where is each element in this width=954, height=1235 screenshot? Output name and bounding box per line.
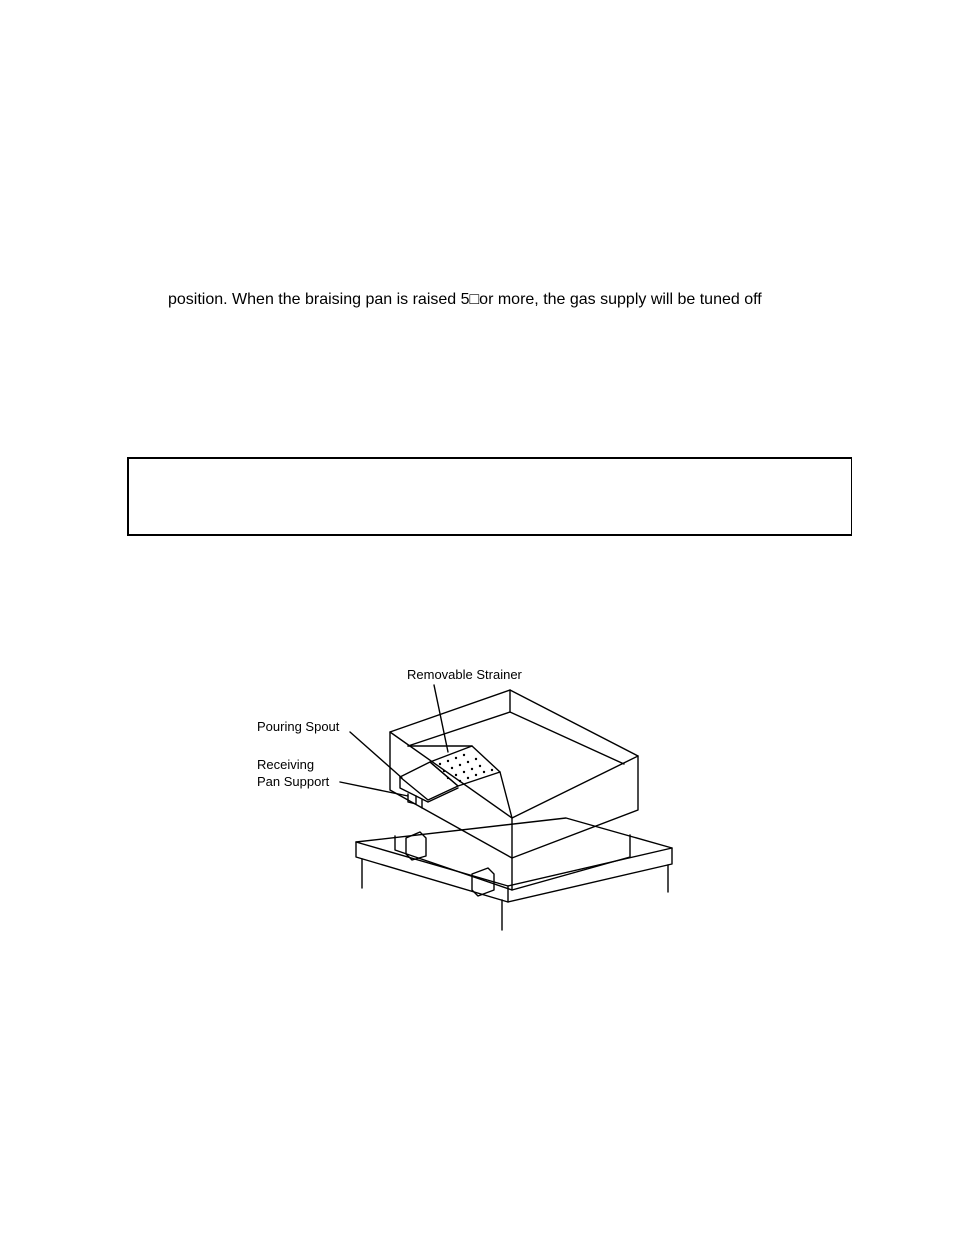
base-platform (356, 818, 672, 886)
strainer-plate (430, 746, 500, 786)
notice-box (127, 457, 852, 536)
braising-pan-drawing (250, 660, 690, 940)
label-pouring-spout: Pouring Spout (257, 719, 340, 734)
pouring-spout (400, 762, 458, 800)
label-pan-support: Pan Support (257, 774, 330, 789)
braising-pan-figure (250, 660, 690, 940)
label-removable-strainer: Removable Strainer (407, 667, 522, 682)
body-text-line: position. When the braising pan is raised 5□or more, the gas supply will be tuned off (168, 291, 762, 308)
label-receiving: Receiving (257, 757, 315, 772)
